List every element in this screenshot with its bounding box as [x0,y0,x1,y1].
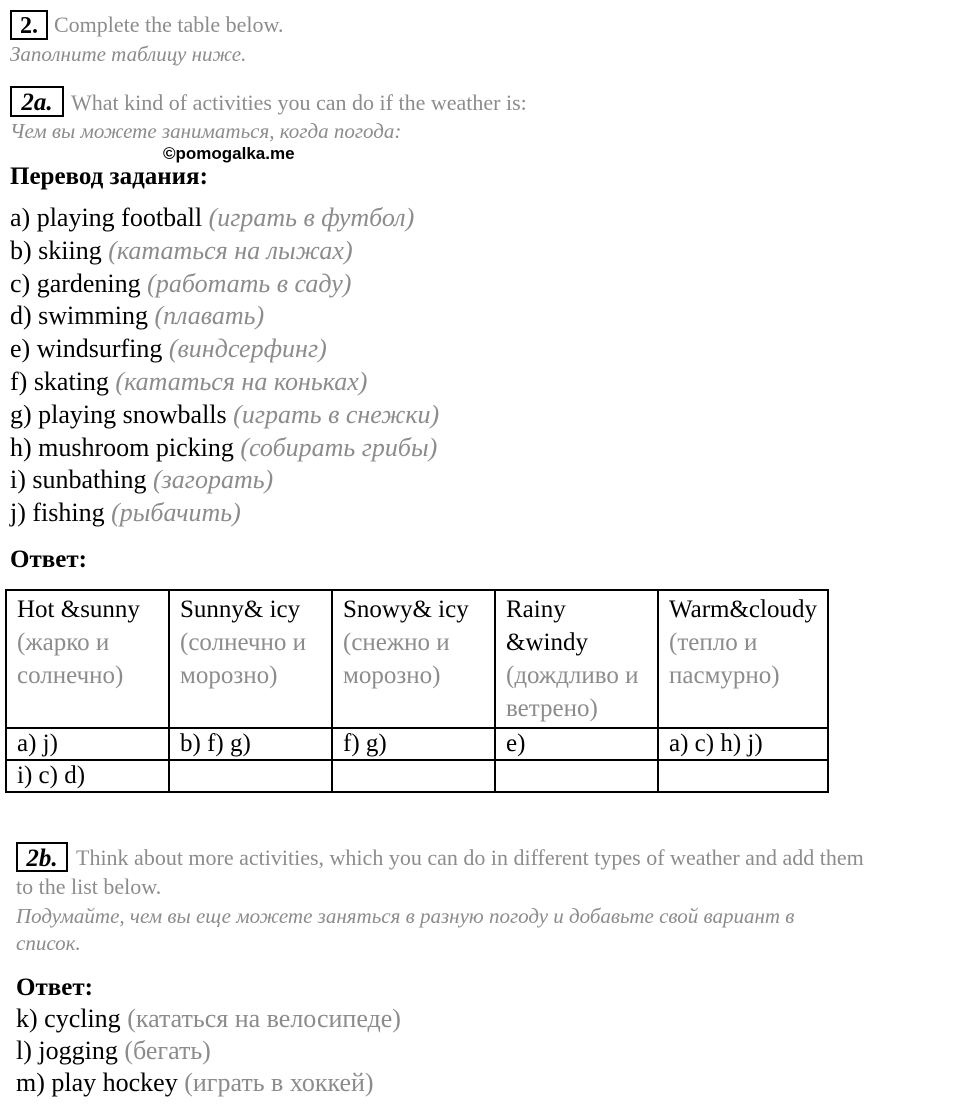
list-item: l) jogging (бегать) [16,1036,211,1065]
table-cell: e) [495,728,658,760]
task-2-instruction-en: Complete the table below. [54,12,284,37]
table-header-cell: Snowy& icy (снежно и морозно) [332,590,495,728]
list-item: f) skating (кататься на коньках) [10,367,368,396]
task-2a-instruction-en: What kind of activities you can do if the weather is: [71,90,527,115]
list-item: h) mushroom picking (собирать грибы) [10,432,438,462]
table-cell: a) j) [6,728,169,760]
table-cell [658,760,828,792]
task-2b-instruction-ru-line2: список. [16,931,81,955]
task-2a-instruction-ru: Чем вы можете заниматься, когда погода: [10,119,402,143]
list-item: c) gardening (работать в саду) [10,268,352,298]
list-item: g) playing snowballs (играть в снежки) [10,399,440,429]
table-header-cell: Rainy &windy (дождливо и ветрено) [495,590,658,728]
table-cell: a) c) h) j) [658,728,828,760]
list-item: i) sunbathing (загорать) [10,465,274,495]
table-header-row [6,590,828,728]
list-item: e) windsurfing (виндсерфинг) [10,334,327,364]
watermark: ©pomogalka.me [163,144,295,163]
task-2a-number: 2a. [10,86,64,117]
answer2-heading: Ответ: [16,974,93,1001]
table-cell [495,760,658,792]
table-cell [169,760,332,792]
table-cell [332,760,495,792]
answer-heading: Ответ: [10,546,87,573]
table-header-cell: Sunny& icy (солнечно и морозно) [169,590,332,728]
list-item: d) swimming (плавать) [10,301,265,331]
task-2b-instruction-en-line1: Think about more activities, which you can do in different types of weather and add them [76,845,864,870]
task-2b-number: 2b. [16,842,68,872]
table-row [6,728,828,760]
task-2b-instruction-en-line2: to the list below. [16,874,162,899]
answer-table [5,589,829,793]
table-cell: b) f) g) [169,728,332,760]
table-cell: f) g) [332,728,495,760]
table-header-cell: Warm&cloudy (тепло и пасмурно) [658,590,828,728]
list-item: k) cycling (кататься на велосипеде) [16,1004,401,1033]
list-item: j) fishing (рыбачить) [10,498,241,528]
list-item: a) playing football (играть в футбол) [10,203,415,232]
task-2b-instruction-ru-line1: Подумайте, чем вы еще можете заняться в разную погоду и добавьте свой вариант в [16,904,795,928]
translation-heading: Перевод задания: [10,163,208,190]
list-item: m) play hockey (играть в хоккей) [16,1068,374,1097]
task-2-instruction-ru: Заполните таблицу ниже. [10,42,247,66]
table-row [6,760,828,792]
list-item: b) skiing (кататься на лыжах) [10,235,353,265]
table-header-cell: Hot &sunny (жарко и солнечно) [6,590,169,728]
task-2-number: 2. [10,10,48,40]
table-cell: i) c) d) [6,760,169,792]
